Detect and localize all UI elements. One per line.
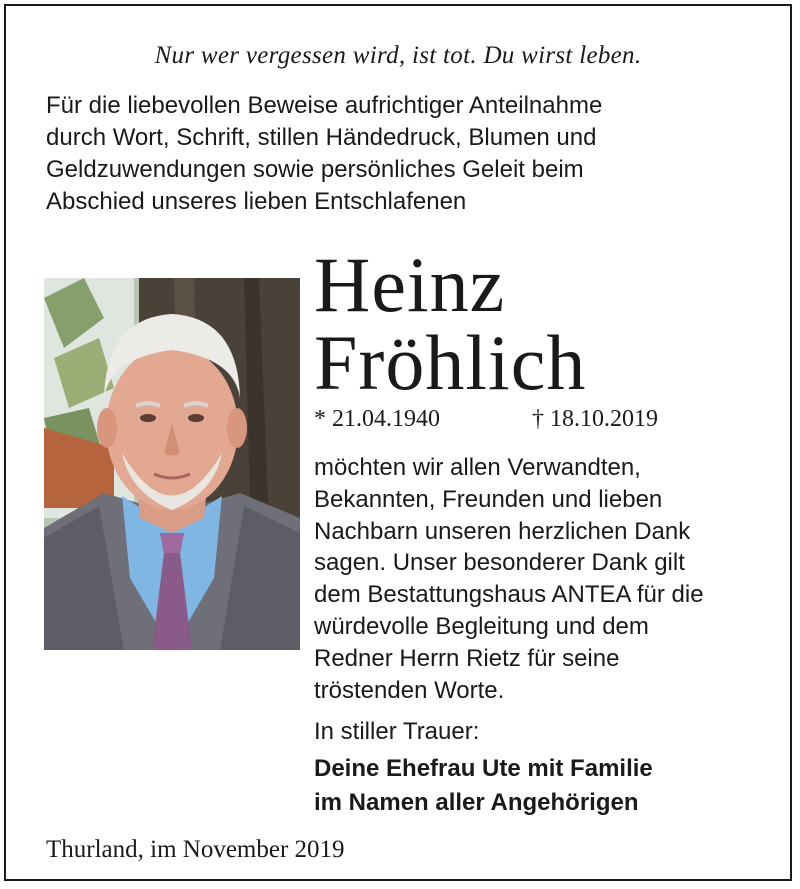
thanks-line: tröstenden Worte. [314,676,505,704]
thanks-line: möchten wir allen Verwandten, [314,454,641,481]
signer-line: Deine Ehefrau Ute mit Familie [314,755,653,782]
deceased-last-name: Fröhlich [314,319,587,406]
mourning-label: In stiller Trauer: [314,718,480,745]
thanks-line: Nachbarn unseren herzlichen Dank [314,517,691,545]
life-dates [314,406,658,433]
signer-line: im Namen aller Angehörigen [314,789,639,816]
place-and-date: Thurland, im November 2019 [46,836,345,863]
deceased-first-name: Heinz [314,241,506,328]
obituary-notice [4,4,792,881]
intro-line: Für die liebevollen Beweise aufrichtiger Anteilnahme [46,92,603,119]
thanks-line: Redner Herrn Rietz für seine [314,644,620,672]
intro-line: durch Wort, Schrift, stillen Händedruck, Blumen und [46,124,597,151]
portrait-illustration [44,278,300,650]
deceased-name [314,241,587,406]
portrait-photo [44,278,300,650]
thanks-line: sagen. Unser besonderer Dank gilt [314,549,685,577]
intro-paragraph [46,90,746,218]
thanks-line: würdevolle Begleitung und dem [314,612,649,640]
thanks-line: Bekannten, Freunden und lieben [314,485,663,513]
thanks-paragraph [314,452,784,706]
intro-line: Abschied unseres lieben Entschlafenen [46,188,467,215]
motto-quote: Nur wer vergessen wird, ist tot. Du wirst leben. [154,42,642,69]
intro-line: Geldzuwendungen sowie persönliches Geleit beim [46,156,584,183]
thanks-line: dem Bestattungshaus ANTEA für die [314,581,704,609]
birth-date: * 21.04.1940 [314,406,440,432]
death-date: † 18.10.2019 [532,406,658,432]
signers [314,752,653,820]
